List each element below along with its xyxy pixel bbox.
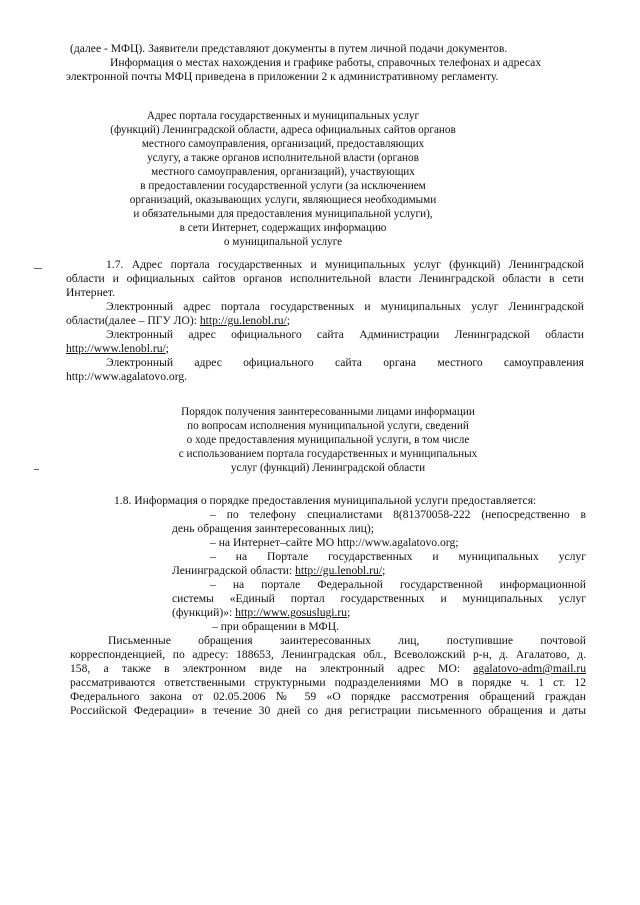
top-line-3: электронной почты МФЦ приведена в приложении 2 к административному регламенту. bbox=[66, 70, 499, 83]
s17-line-3: Интернет. bbox=[66, 286, 116, 299]
pgu-lo-link[interactable]: http://gu.lenobl.ru/ bbox=[199, 314, 287, 327]
s18-line-9: (функций)»: http://www.gosuslugi.ru; bbox=[172, 606, 351, 619]
email-link[interactable]: agalatovo-adm@mail.ru bbox=[473, 662, 586, 675]
s17-line-2: области и официальных сайтов органов исполнительной власти Ленинградской области в сети bbox=[66, 272, 584, 285]
s17-line-9: http://www.agalatovo.org. bbox=[66, 370, 188, 383]
heading1-line: и обязательными для предоставления муниципальной услуги), bbox=[133, 208, 433, 220]
s18-line-13: 158, а также в электронном виде на электронный адрес МО: agalatovo-adm@mail.ru bbox=[70, 662, 586, 675]
heading1-line: (функций) Ленинградской области, адреса официальных сайтов органов bbox=[110, 124, 456, 136]
s18-line-15: Федерального закона от 02.05.2006 № 59 «О порядке рассмотрения обращений граждан bbox=[70, 690, 586, 703]
s18-line-4: – на Интернет–сайте МО http://www.agalatovo.org; bbox=[210, 536, 459, 549]
heading1-line: услугу, а также органов исполнительной власти (органов bbox=[147, 152, 419, 164]
margin-mark bbox=[34, 469, 39, 470]
s18-line-10: – при обращении в МФЦ. bbox=[212, 620, 339, 633]
s18-line-14: рассматриваются ответственными структурными подразделениями МО в порядке ч. 1 ст. 12 bbox=[70, 676, 586, 689]
lenobl-link[interactable]: http://www.lenobl.ru/ bbox=[66, 342, 166, 355]
s17-line-4: Электронный адрес портала государственных и муниципальных услуг Ленинградской bbox=[106, 300, 584, 313]
s18-line-12: корреспонденцией, по адресу: 188653, Ленинградская обл., Всеволожский р-н, д. Агалатово, д. bbox=[70, 648, 586, 661]
heading2-line: о ходе предоставления муниципальной услуги, в том числе bbox=[186, 434, 470, 446]
s18-line-16: Российской Федерации» в течение 30 дней со дня регистрации письменного обращения и даты bbox=[70, 704, 586, 717]
heading2-line: с использованием портала государственных и муниципальных bbox=[178, 448, 478, 460]
s17-line-8: Электронный адрес официального сайта органа местного самоуправления bbox=[106, 356, 584, 369]
heading1-line: местного самоуправления, организаций, предоставляющих bbox=[141, 138, 425, 150]
s17-line-5: области(далее – ПГУ ЛО): http://gu.lenobl.ru/; bbox=[66, 314, 291, 327]
heading1-line: в сети Интернет, содержащих информацию bbox=[179, 222, 387, 234]
margin-mark bbox=[34, 268, 42, 269]
s18-line-6: Ленинградской области: http://gu.lenobl.ru/; bbox=[172, 564, 386, 577]
s18-line-5: – на Портале государственных и муниципальных услуг bbox=[210, 550, 586, 563]
s18-line-7: – на портале Федеральной государственной информационной bbox=[210, 578, 586, 591]
s18-line-8: системы «Единый портал государственных и муниципальных услуг bbox=[172, 592, 586, 605]
top-line-2: Информация о местах нахождения и графике работы, справочных телефонах и адресах bbox=[110, 56, 542, 69]
heading1-line: Адрес портала государственных и муниципальных услуг bbox=[146, 110, 420, 122]
s18-line-1: 1.8. Информация о порядке предоставления муниципальной услуги предоставляется: bbox=[114, 494, 537, 507]
s17-line-7: http://www.lenobl.ru/; bbox=[66, 342, 169, 355]
gosuslugi-link[interactable]: http://www.gosuslugi.ru bbox=[235, 606, 348, 619]
s17-line-1: 1.7. Адрес портала государственных и муниципальных услуг (функций) Ленинградской bbox=[106, 258, 584, 271]
s17-line-6: Электронный адрес официального сайта Администрации Ленинградской области bbox=[106, 328, 584, 341]
heading1-line: местного самоуправления, организаций), участвующих bbox=[151, 166, 415, 178]
heading1-line: о муниципальной услуге bbox=[223, 236, 343, 248]
heading2-line: по вопросам исполнения муниципальной услуги, сведений bbox=[187, 420, 469, 432]
heading1-line: организаций, оказывающих услуги, являющиеся необходимыми bbox=[129, 194, 437, 206]
s18-line-11: Письменные обращения заинтересованных лиц, поступившие почтовой bbox=[108, 634, 586, 647]
s18-line-3: день обращения заинтересованных лиц); bbox=[172, 522, 374, 535]
top-line-1: (далее - МФЦ). Заявители представляют документы в путем личной подачи документов. bbox=[70, 42, 508, 55]
heading1-line: в предоставлении государственной услуги (за исключением bbox=[140, 180, 426, 192]
pgu-lo-link-2[interactable]: http://gu.lenobl.ru/ bbox=[295, 564, 383, 577]
heading2-line: Порядок получения заинтересованными лицами информации bbox=[181, 406, 475, 418]
s18-line-2: – по телефону специалистами 8(81370058-222 (непосредственно в bbox=[210, 508, 586, 521]
heading2-line: услуг (функций) Ленинградской области bbox=[230, 462, 426, 474]
